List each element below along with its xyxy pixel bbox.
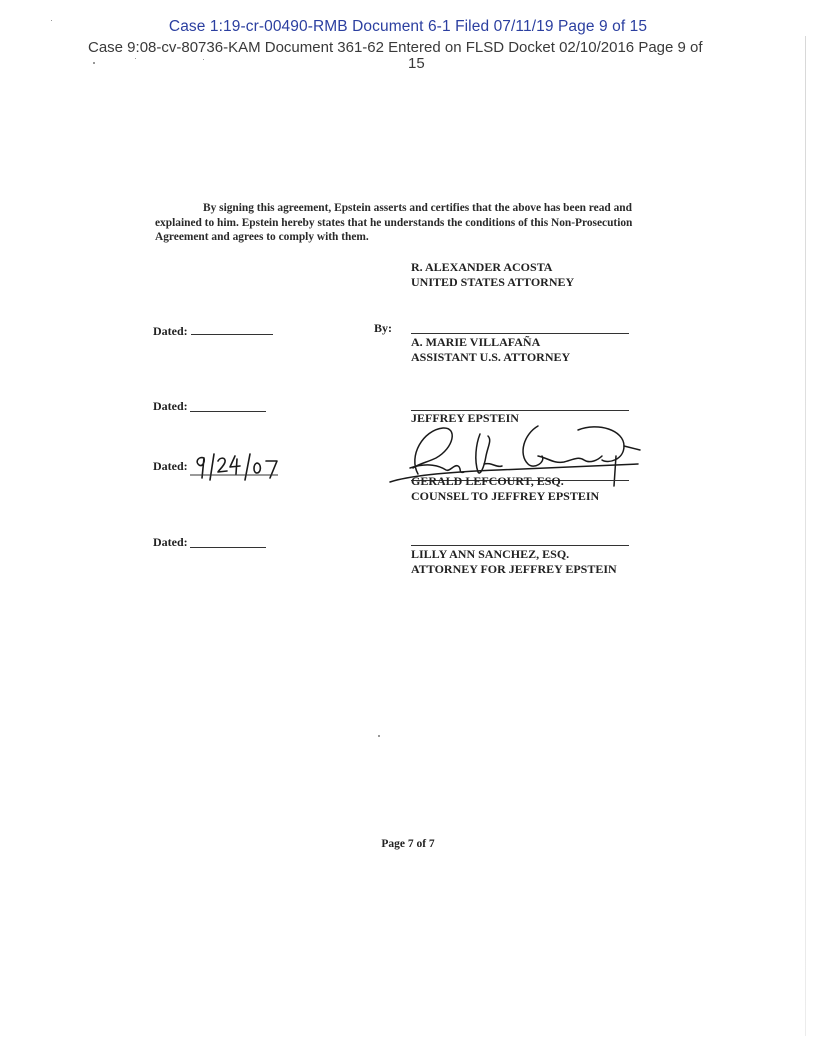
signer-3-title: COUNSEL TO JEFFREY EPSTEIN (411, 489, 600, 503)
signer-4-name: LILLY ANN SANCHEZ, ESQ. (411, 547, 570, 561)
scan-speck (135, 58, 136, 59)
signature-line-4 (411, 545, 629, 546)
docket-stamp-line1: Case 9:08-cv-80736-KAM Document 361-62 Entered on FLSD Docket 02/10/2016 Page 9 of (88, 39, 703, 56)
us-attorney-name: R. ALEXANDER ACOSTA (411, 260, 553, 274)
scan-speck (51, 20, 52, 21)
handwritten-date (190, 448, 290, 484)
page-footer: Page 7 of 7 (381, 838, 435, 850)
scan-speck (378, 735, 380, 737)
signer-1-name: A. MARIE VILLAFAÑA (411, 335, 541, 349)
signer-3-name: GERALD LEFCOURT, ESQ. (411, 474, 564, 488)
scan-edge-shadow (805, 36, 806, 1036)
date-line-4 (190, 547, 266, 548)
by-label: By: (374, 321, 392, 335)
signer-2-name: JEFFREY EPSTEIN (411, 411, 519, 425)
filing-stamp-header: Case 1:19-cr-00490-RMB Document 6-1 Filed 07/11/19 Page 9 of 15 (168, 18, 648, 35)
dated-label-1: Dated: (153, 324, 188, 338)
us-attorney-title: UNITED STATES ATTORNEY (411, 275, 575, 289)
certification-paragraph (155, 201, 635, 245)
dated-label-2: Dated: (153, 399, 188, 413)
paragraph-text: By signing this agreement, Epstein asserts and certifies that the above has been read and explained to him. Epstein hereby states that he understands the conditions of this Non-Prosecution Agreement and agrees to comply with them. (155, 202, 633, 243)
dated-label-4: Dated: (153, 535, 188, 549)
date-line-2 (190, 411, 266, 412)
signer-1-title: ASSISTANT U.S. ATTORNEY (411, 350, 571, 364)
dated-label-3: Dated: (153, 459, 188, 473)
signature-line-1 (411, 333, 629, 334)
scan-speck (203, 59, 204, 60)
signer-4-title: ATTORNEY FOR JEFFREY EPSTEIN (411, 562, 617, 576)
scan-speck (93, 62, 95, 64)
docket-stamp-line2: 15 (408, 55, 425, 72)
date-line-1 (191, 334, 273, 335)
docket-stamp-header (88, 39, 748, 72)
